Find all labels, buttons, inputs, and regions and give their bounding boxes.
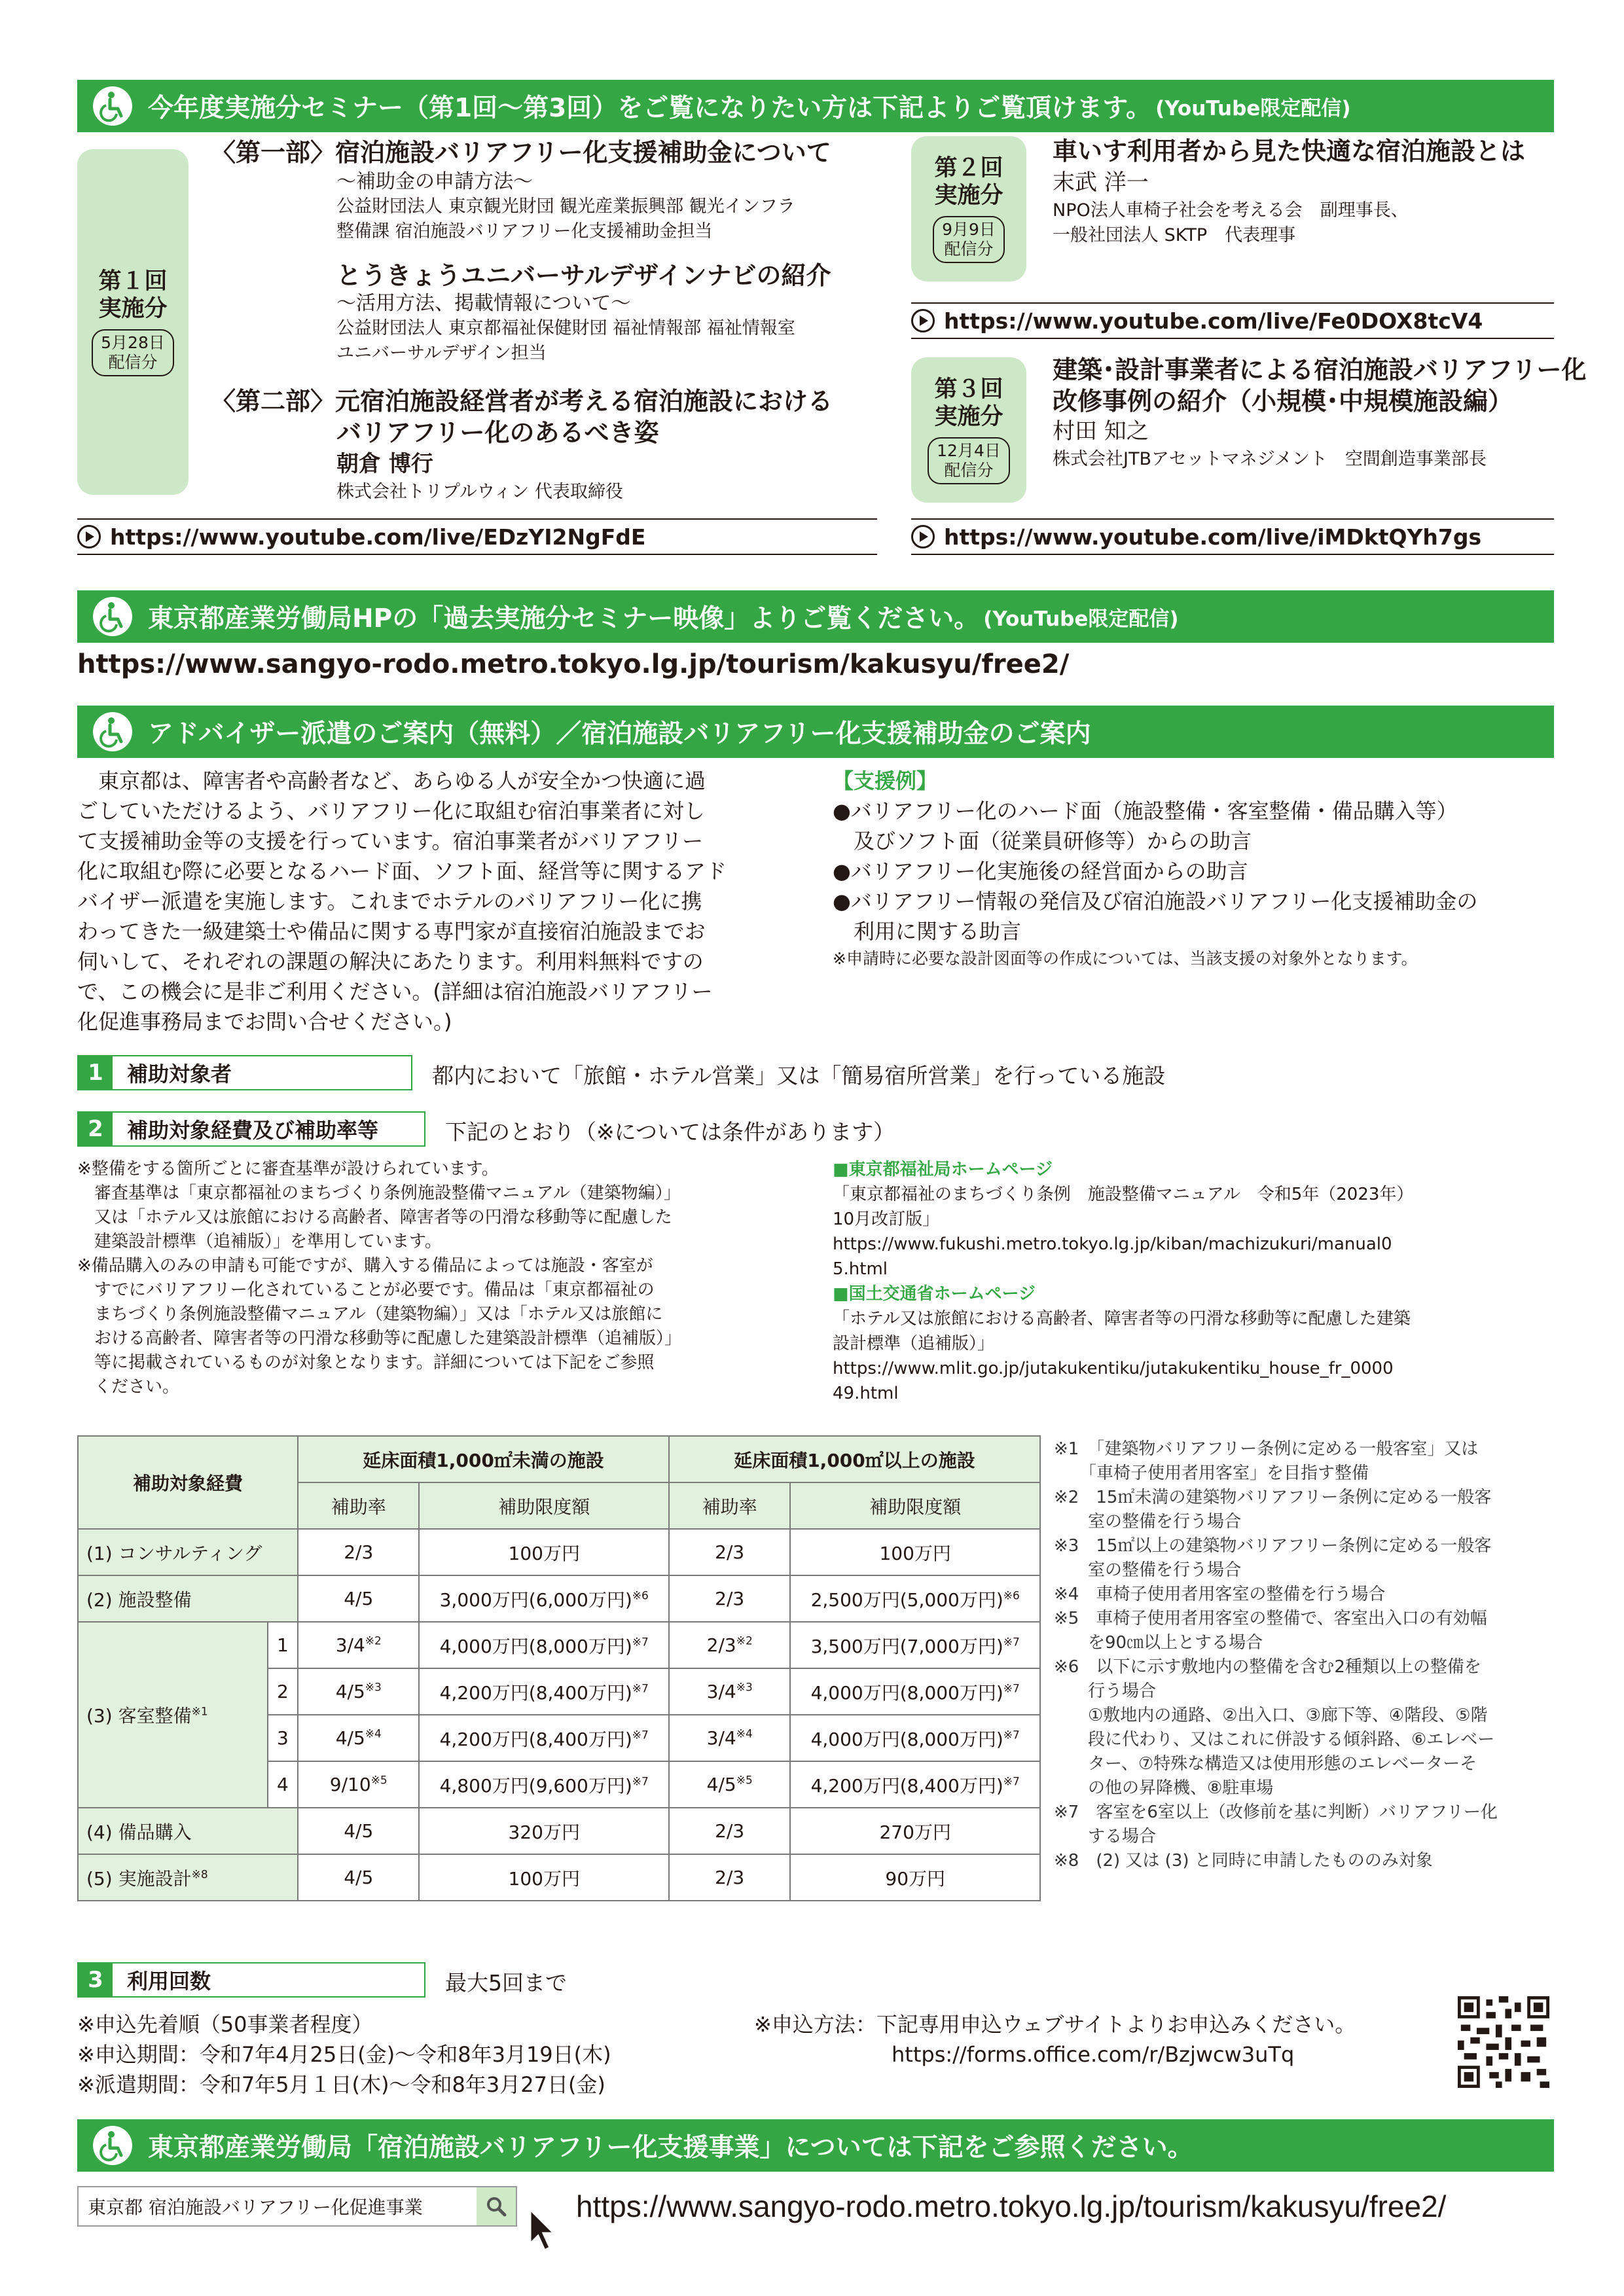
sub-number: 3 <box>268 1715 298 1761</box>
footnote: ター、⑦特殊な構造又は使用形態のエレベーターそ <box>1054 1754 1477 1774</box>
cell-note: ※5 <box>370 1774 388 1787</box>
seminar-3-url-bar[interactable] <box>911 518 1554 555</box>
seminar-1-part1b-org2: ユニバーサルデザイン担当 <box>336 343 547 363</box>
header-limit: 補助限度額 <box>790 1482 1040 1529</box>
cell-note: ※7 <box>1003 1775 1020 1789</box>
seminar-2-url-bar[interactable] <box>911 302 1554 339</box>
footnote: ※7 客室を6室以上（改修前を基に判断）バリアフリー化 <box>1054 1803 1498 1822</box>
seminar-1-part1b-org: 公益財団法人 東京都福祉保健財団 福祉情報部 福祉情報室 <box>336 318 795 338</box>
note-line: 審査基準は「東京都福祉のまちづくり条例施設整備マニュアル（建築物編）」 <box>77 1183 681 1203</box>
footnote: 段に代わり、又はこれに併設する傾斜路、⑥エレベー <box>1054 1730 1495 1749</box>
cell <box>790 1715 1040 1761</box>
cell-value: 4,200万円(8,400万円) <box>439 1681 632 1704</box>
note-line: まちづくり条例施設整備マニュアル（建築物編）」又は「ホテル又は旅館に <box>77 1304 663 1324</box>
cell-value: 3/4 <box>706 1681 736 1702</box>
section-banner-advisor <box>77 706 1554 758</box>
cell-note: ※5 <box>736 1774 753 1787</box>
cell <box>669 1761 790 1808</box>
section-banner-past-seminars <box>77 590 1554 643</box>
seminar-3-label <box>911 357 1026 503</box>
cell <box>669 1622 790 1668</box>
wheelchair-icon <box>92 2125 134 2166</box>
para-line: 伺いして、それぞれの課題の解決にあたります。利用料無料ですの <box>77 949 704 974</box>
note-line: 建築設計標準（追補版）」を準用しています。 <box>77 1232 442 1251</box>
apply-text: ※申込方法：下記専用申込ウェブサイトよりお申込みください。 <box>754 2012 1356 2037</box>
item-3-notes <box>77 2009 611 2100</box>
note-line: 等に掲載されているものが対象となります。詳細については下記をご参照 <box>77 1353 655 1372</box>
seminar-1-part1-org: 公益財団法人 東京観光財団 観光産業振興部 観光インフラ <box>336 196 795 217</box>
item-1-text: 都内において「旅館・ホテル営業」又は「簡易宿所営業」を行っている施設 <box>432 1063 1166 1088</box>
note-line: 又は「ホテル又は旅館における高齢者、障害者等の円滑な移動等に配慮した <box>77 1208 672 1227</box>
support-note: ※申請時に必要な設計図面等の作成については、当該支援の対象外となります。 <box>833 949 1418 968</box>
cell <box>790 1668 1040 1715</box>
past-seminars-url[interactable]: https://www.sangyo-rodo.metro.tokyo.lg.jp/tourism/kakusyu/free2/ <box>77 649 1070 679</box>
row-name: (1) コンサルティング <box>78 1529 298 1575</box>
row-name: (2) 施設整備 <box>78 1575 298 1622</box>
cell <box>669 1715 790 1761</box>
cell: 320万円 <box>419 1808 669 1854</box>
header-expense: 補助対象経費 <box>78 1436 298 1529</box>
cell-note: ※2 <box>736 1634 753 1648</box>
search-icon[interactable] <box>477 2187 516 2225</box>
search-input[interactable]: 東京都 宿泊施設バリアフリー化促進事業 <box>88 2197 423 2218</box>
footnote: ※2 15㎡未満の建築物バリアフリー条例に定める一般客 <box>1054 1488 1492 1507</box>
advisor-description <box>77 766 817 1037</box>
reference-line: 設計標準（追補版）」 <box>833 1334 995 1354</box>
footnote: 行う場合 <box>1054 1681 1157 1701</box>
play-icon <box>77 525 101 548</box>
seminar-2-speaker: 末武 洋一 <box>1053 170 1149 196</box>
support-item: 及びソフト面（従業員研修等）からの助言 <box>833 829 1252 853</box>
program-url[interactable]: https://www.sangyo-rodo.metro.tokyo.lg.jp/tourism/kakusyu/free2/ <box>576 2189 1447 2223</box>
table-row <box>78 1808 1040 1854</box>
item-number: 2 <box>79 1113 113 1145</box>
note-line: ください。 <box>77 1377 180 1397</box>
para-line: ごしていただけるよう、バリアフリー化に取組む宿泊事業者に対し <box>77 798 705 823</box>
seminar-2-date: 9月9日 配信分 <box>933 216 1005 263</box>
cell-value: 4,000万円(8,000万円) <box>810 1681 1003 1704</box>
row-name <box>78 1622 268 1808</box>
item-label: 補助対象経費及び補助率等 <box>127 1118 379 1143</box>
reference-url[interactable]: https://www.mlit.go.jp/jutakukentiku/jutakukentiku_house_fr_0000 <box>833 1359 1394 1378</box>
cell <box>419 1622 669 1668</box>
wheelchair-icon <box>92 711 134 753</box>
para-line: わってきた一級建築士や備品に関する専門家が直接宿泊施設までお <box>77 919 706 944</box>
table-row <box>78 1622 1040 1668</box>
support-item: ●バリアフリー化実施後の経営面からの助言 <box>833 859 1248 884</box>
cell-value: 4/5 <box>706 1774 736 1795</box>
row-name-text: (5) 実施設計 <box>86 1867 192 1890</box>
seminar-1-part1-subtitle: ～補助金の申請方法～ <box>336 170 533 193</box>
cell-note: ※6 <box>1003 1589 1020 1603</box>
item-3-text: 最大5回まで <box>445 1970 567 1996</box>
cell: 100万円 <box>419 1529 669 1575</box>
reference-line: 「東京都福祉のまちづくり条例 施設整備マニュアル 令和5年（2023年） <box>833 1185 1414 1204</box>
seminar-3-title2: 改修事例の紹介（小規模･中規模施設編） <box>1053 387 1513 416</box>
cell-note: ※7 <box>632 1729 649 1742</box>
cell: 100万円 <box>419 1854 669 1901</box>
qr-code-icon[interactable] <box>1458 1996 1549 2088</box>
item-number: 3 <box>79 1964 113 1996</box>
cell: 2/3 <box>669 1575 790 1622</box>
cell-note: ※7 <box>632 1682 649 1696</box>
section-note: (YouTube限定配信) <box>1155 96 1351 120</box>
cell-value: 4,200万円(8,400万円) <box>810 1774 1003 1797</box>
cell: 4/5 <box>298 1575 419 1622</box>
play-icon <box>911 525 935 548</box>
seminar-3-speaker: 村田 知之 <box>1053 418 1149 444</box>
header-large-facility: 延床面積1,000㎡以上の施設 <box>669 1436 1040 1482</box>
seminar-3-title: 建築･設計事業者による宿泊施設バリアフリー化 <box>1053 355 1587 384</box>
seminar-3-url[interactable]: https://www.youtube.com/live/iMDktQYh7gs <box>944 524 1482 550</box>
para-line: て支援補助金等の支援を行っています。宿泊事業者がバリアフリー <box>77 829 704 853</box>
reference-url[interactable]: https://www.fukushi.metro.tokyo.lg.jp/kiban/machizukuri/manual0 <box>833 1234 1392 1254</box>
cell <box>419 1575 669 1622</box>
cell <box>298 1761 419 1808</box>
cell-note: ※3 <box>736 1681 753 1695</box>
row-name <box>78 1854 298 1901</box>
cell <box>669 1668 790 1715</box>
wheelchair-icon <box>92 85 134 127</box>
footnote: する場合 <box>1054 1827 1157 1846</box>
seminar-1-speaker: 朝倉 博行 <box>336 451 433 477</box>
cell: 2/3 <box>669 1808 790 1854</box>
support-item: ●バリアフリー情報の発信及び宿泊施設バリアフリー化支援補助金の <box>833 889 1478 914</box>
cell-note: ※3 <box>365 1681 382 1695</box>
header-small-facility: 延床面積1,000㎡未満の施設 <box>298 1436 669 1482</box>
item-1-header <box>77 1055 412 1090</box>
note-line: ※備品購入のみの申請も可能ですが、購入する備品によっては施設・客室が <box>77 1256 653 1276</box>
note-line: ※整備をする箇所ごとに審査基準が設けられています。 <box>77 1159 499 1179</box>
support-item: 利用に関する助言 <box>833 919 1022 944</box>
cell-value: 9/10 <box>329 1774 371 1795</box>
cell-note: ※7 <box>1003 1682 1020 1696</box>
footnote: 室の整備を行う場合 <box>1054 1512 1242 1532</box>
support-examples <box>833 766 1559 971</box>
note-line: ※派遣期間：令和7年5月１日(木)～令和8年3月27日(金) <box>77 2072 605 2097</box>
item-label: 利用回数 <box>127 1969 211 1994</box>
seminar-3-number: 第３回 実施分 <box>934 376 1003 430</box>
seminar-2-speaker-org: NPO法人車椅子社会を考える会 副理事長、 <box>1053 200 1409 221</box>
cell-note: ※4 <box>736 1727 753 1741</box>
seminar-3-date: 12月4日 配信分 <box>928 437 1010 484</box>
cell <box>298 1715 419 1761</box>
cell <box>419 1668 669 1715</box>
support-item: ●バリアフリー化のハード面（施設整備・客室整備・備品購入等） <box>833 798 1458 823</box>
subsidy-table <box>77 1435 1041 1901</box>
cell-note: ※7 <box>1003 1729 1020 1742</box>
cell-note: ※4 <box>365 1727 382 1741</box>
footnote: ※5 車椅子使用者用客室の整備で、客室出入口の有効幅 <box>1054 1609 1487 1628</box>
para-line: バイザー派遣を実施します。これまでホテルのバリアフリー化に携 <box>77 889 702 914</box>
seminar-2-url[interactable]: https://www.youtube.com/live/Fe0DOX8tcV4 <box>944 308 1483 334</box>
header-rate: 補助率 <box>298 1482 419 1529</box>
cell-value: 4/5 <box>335 1727 365 1749</box>
seminar-2-label <box>911 136 1026 281</box>
footnote: ※8 (2) 又は (3) と同時に申請したもののみ対象 <box>1054 1851 1433 1871</box>
reference-url[interactable]: 49.html <box>833 1384 899 1403</box>
cursor-pointer-icon <box>528 2207 562 2253</box>
cell <box>419 1761 669 1808</box>
reference-heading: ■国土交通省ホームページ <box>833 1284 1036 1304</box>
section-title: 今年度実施分セミナー（第1回～第3回）をご覧になりたい方は下記よりご覧頂けます。 <box>148 94 1152 123</box>
cell-value: 4,800万円(9,600万円) <box>439 1774 632 1797</box>
section-banner-program <box>77 2119 1554 2172</box>
cell-value: 3,000万円(6,000万円) <box>439 1588 632 1611</box>
cell-value: 3/4 <box>335 1634 365 1656</box>
reference-url[interactable]: 5.html <box>833 1259 888 1279</box>
cell-note: ※2 <box>365 1634 382 1648</box>
footnote: ※3 15㎡以上の建築物バリアフリー条例に定める一般客 <box>1054 1536 1492 1556</box>
support-heading: 【支援例】 <box>833 768 938 793</box>
seminar-1-part2-title: 〈第二部〉元宿泊施設経営者が考える宿泊施設における <box>211 387 833 416</box>
seminar-1-speaker-org: 株式会社トリプルウィン 代表取締役 <box>336 482 623 502</box>
footnote: ①敷地内の通路、②出入口、③廊下等、④階段、⑤階 <box>1054 1706 1488 1725</box>
para-line: 化に取組む際に必要となるハード面、ソフト面、経営等に関するアド <box>77 859 727 884</box>
sub-number: 2 <box>268 1668 298 1715</box>
cell <box>790 1622 1040 1668</box>
table-row <box>78 1529 1040 1575</box>
cell-value: 4,000万円(8,000万円) <box>439 1635 632 1657</box>
seminar-2-speaker-org2: 一般社団法人 SKTP 代表理事 <box>1053 225 1296 245</box>
note-line: ※申込先着順（50事業者程度） <box>77 2012 373 2037</box>
cell-value: 2/3 <box>706 1634 736 1656</box>
row-name: (4) 備品購入 <box>78 1808 298 1854</box>
cell: 2/3 <box>298 1529 419 1575</box>
cell: 2/3 <box>669 1854 790 1901</box>
reference-heading: ■東京都福祉局ホームページ <box>833 1160 1053 1179</box>
seminar-1-part1b-title: とうきょうユニバーサルデザインナビの紹介 <box>336 261 831 290</box>
table-row <box>78 1575 1040 1622</box>
row-name-note: ※1 <box>191 1705 208 1719</box>
cell: 4/5 <box>298 1808 419 1854</box>
footnote: ※1 「建築物バリアフリー条例に定める一般客室」又は <box>1054 1439 1479 1459</box>
para-line: 東京都は、障害者や高齢者など、あらゆる人が安全かつ快適に過 <box>77 768 706 793</box>
seminar-1-date: 5月28日 配信分 <box>92 329 174 376</box>
cell-note: ※7 <box>632 1636 649 1649</box>
header-limit: 補助限度額 <box>419 1482 669 1529</box>
seminar-1-url[interactable]: https://www.youtube.com/live/EDzYI2NgFdE <box>110 524 646 550</box>
item-label: 補助対象者 <box>127 1062 232 1086</box>
item-number: 1 <box>79 1056 113 1089</box>
section-note: (YouTube限定配信) <box>983 607 1179 631</box>
cell-value: 2,500万円(5,000万円) <box>810 1588 1003 1611</box>
seminar-1-number: 第１回 実施分 <box>98 268 168 322</box>
reference-line: 10月改訂版」 <box>833 1210 940 1229</box>
footnote: ※4 車椅子使用者用客室の整備を行う場合 <box>1054 1585 1386 1604</box>
footnote: ※6 以下に示す敷地内の整備を含む2種類以上の整備を <box>1054 1657 1481 1677</box>
cell-value: 3,500万円(7,000万円) <box>810 1635 1003 1657</box>
cell: 4/5 <box>298 1854 419 1901</box>
para-line: 化促進事務局までお問い合せください。) <box>77 1009 452 1034</box>
cell <box>790 1761 1040 1808</box>
reference-links <box>833 1157 1559 1406</box>
row-name-note: ※8 <box>191 1868 208 1882</box>
cell-value: 4,200万円(8,400万円) <box>439 1728 632 1750</box>
note-line: おける高齢者、障害者等の円滑な移動等に配慮した建築設計標準（追補版）」 <box>77 1329 682 1348</box>
sub-number: 4 <box>268 1761 298 1808</box>
table-footnotes <box>1054 1437 1558 1873</box>
section-banner-seminars <box>77 80 1554 132</box>
seminar-1-part1-org2: 整備課 宿泊施設バリアフリー化支援補助金担当 <box>336 221 713 242</box>
cell <box>419 1715 669 1761</box>
seminar-2-number: 第２回 実施分 <box>934 155 1003 209</box>
para-line: で、この機会に是非ご利用ください。(詳細は宿泊施設バリアフリー <box>77 979 713 1004</box>
search-box[interactable] <box>77 2186 517 2227</box>
row-name-text: (3) 客室整備 <box>86 1705 192 1727</box>
item-2-text: 下記のとおり（※については条件があります） <box>445 1119 895 1145</box>
cell: 2/3 <box>669 1529 790 1575</box>
apply-url[interactable]: https://forms.office.com/r/Bzjwcw3uTq <box>892 2042 1295 2067</box>
cell-note: ※6 <box>632 1589 649 1603</box>
seminar-1-url-bar[interactable] <box>77 518 877 555</box>
section-title: 東京都産業労働局「宿泊施設バリアフリー化支援事業」については下記をご参照ください。 <box>148 2133 1193 2162</box>
seminar-2-title: 車いす利用者から見た快適な宿泊施設とは <box>1053 137 1526 166</box>
table-row <box>78 1854 1040 1901</box>
cell-value: 4/5 <box>335 1681 365 1702</box>
section-title: 東京都産業労働局HPの「過去実施分セミナー映像」よりご覧ください。 <box>148 604 980 634</box>
seminar-1-part1b-subtitle: ～活用方法、掲載情報について～ <box>336 292 631 315</box>
cell-value: 4,000万円(8,000万円) <box>810 1728 1003 1750</box>
reference-line: 「ホテル又は旅館における高齢者、障害者等の円滑な移動等に配慮した建築 <box>833 1309 1411 1329</box>
sub-number: 1 <box>268 1622 298 1668</box>
cell <box>790 1575 1040 1622</box>
item-3-header <box>77 1962 425 1998</box>
play-icon <box>911 309 935 332</box>
seminar-1-part1-title: 〈第一部〉宿泊施設バリアフリー化支援補助金について <box>211 138 831 167</box>
footnote: を90㎝以上とする場合 <box>1054 1633 1263 1653</box>
seminar-1-part2-title2: バリアフリー化のあるべき姿 <box>336 418 659 447</box>
apply-method <box>754 2009 1356 2070</box>
item-2-notes <box>77 1157 830 1399</box>
cell <box>298 1622 419 1668</box>
cell <box>298 1668 419 1715</box>
cell: 90万円 <box>790 1854 1040 1901</box>
footnote: 「車椅子使用者用客室」を目指す整備 <box>1054 1463 1369 1483</box>
item-2-header <box>77 1111 425 1147</box>
note-line: すでにバリアフリー化されていることが必要です。備品は「東京都福祉の <box>77 1280 655 1300</box>
cell: 100万円 <box>790 1529 1040 1575</box>
cell-note: ※7 <box>1003 1636 1020 1649</box>
header-rate: 補助率 <box>669 1482 790 1529</box>
cell-note: ※7 <box>632 1775 649 1789</box>
wheelchair-icon <box>92 596 134 637</box>
footnote: 室の整備を行う場合 <box>1054 1560 1242 1580</box>
cell-value: 3/4 <box>706 1727 736 1749</box>
footnote: の他の昇降機、⑧駐車場 <box>1054 1778 1274 1798</box>
seminar-1-label <box>77 149 189 495</box>
note-line: ※申込期間：令和7年4月25日(金)～令和8年3月19日(木) <box>77 2042 611 2067</box>
seminar-3-speaker-org: 株式会社JTBアセットマネジメント 空間創造事業部長 <box>1053 449 1487 469</box>
cell: 270万円 <box>790 1808 1040 1854</box>
section-title: アドバイザー派遣のご案内（無料）／宿泊施設バリアフリー化支援補助金のご案内 <box>148 719 1091 749</box>
